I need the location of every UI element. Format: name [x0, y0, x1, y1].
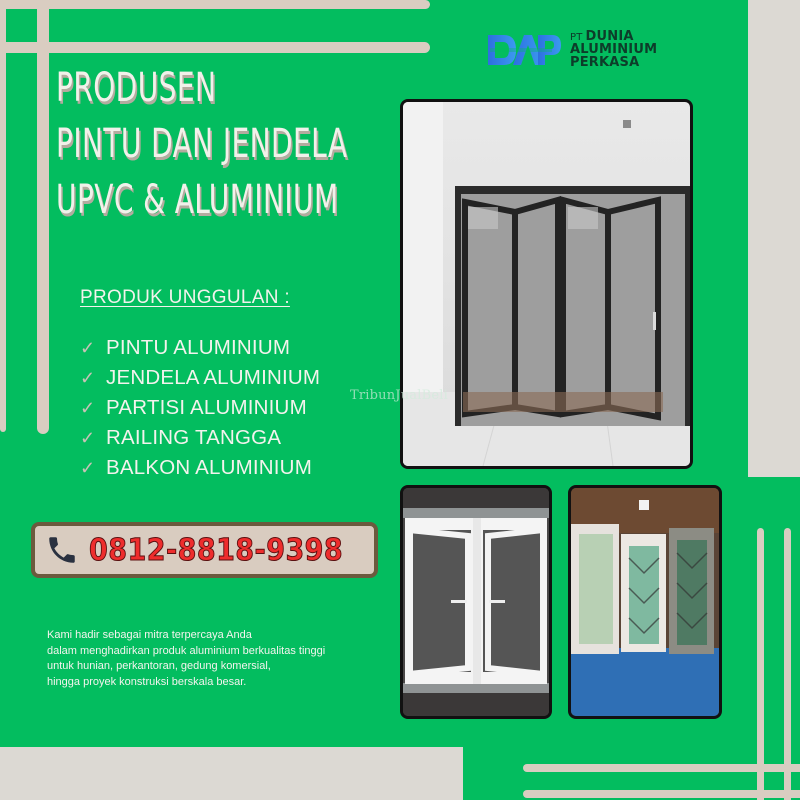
- dap-logo-icon: [486, 31, 562, 69]
- check-icon: ✓: [80, 398, 96, 418]
- list-item: ✓ RAILING TANGGA: [80, 423, 320, 453]
- window-illustration: [403, 488, 549, 716]
- decor-line: [0, 0, 6, 432]
- product-list: [80, 333, 320, 483]
- phone-number: 0812-8818-9398: [89, 532, 344, 568]
- list-item: ✓ JENDELA ALUMINIUM: [80, 363, 320, 393]
- check-icon: ✓: [80, 338, 96, 358]
- top-right-grey-block: [748, 0, 800, 477]
- decor-line: [37, 0, 49, 434]
- folding-door-illustration: [403, 102, 690, 466]
- list-item: ✓ PINTU ALUMINIUM: [80, 333, 320, 363]
- headline: [56, 60, 430, 228]
- decor-line: [0, 0, 430, 9]
- list-item: ✓ BALKON ALUMINIUM: [80, 453, 320, 483]
- showroom-photo: [568, 485, 722, 719]
- watermark: TribunJualBeli: [350, 388, 448, 403]
- decor-line: [0, 42, 430, 53]
- check-icon: ✓: [80, 458, 96, 478]
- list-item: ✓ PARTISI ALUMINIUM: [80, 393, 320, 423]
- check-icon: ✓: [80, 428, 96, 448]
- headline-line: PINTU DAN JENDELA: [56, 121, 348, 167]
- phone-icon: [45, 533, 79, 567]
- decor-line: [757, 528, 764, 800]
- folding-door-photo: [400, 99, 693, 469]
- company-logo: [486, 30, 657, 69]
- featured-products: [80, 287, 320, 483]
- headline-line: PRODUSEN: [56, 65, 217, 111]
- decor-line: [784, 528, 791, 800]
- check-icon: ✓: [80, 368, 96, 388]
- phone-contact[interactable]: [31, 522, 378, 578]
- bottom-left-grey-block: [0, 747, 463, 800]
- products-title: PRODUK UNGGULAN :: [80, 287, 290, 308]
- showroom-illustration: [571, 488, 719, 716]
- headline-line: UPVC & ALUMINIUM: [56, 177, 339, 223]
- company-name: PT DUNIA ALUMINIUM PERKASA: [570, 29, 658, 70]
- company-description: Kami hadir sebagai mitra terpercaya Anda dalam menghadirkan produk aluminium berkualitas tinggi untuk hunian, perkantoran, gedung komersial, hingga proyek konstruksi berskala besar.: [47, 629, 326, 688]
- casement-window-photo: [400, 485, 552, 719]
